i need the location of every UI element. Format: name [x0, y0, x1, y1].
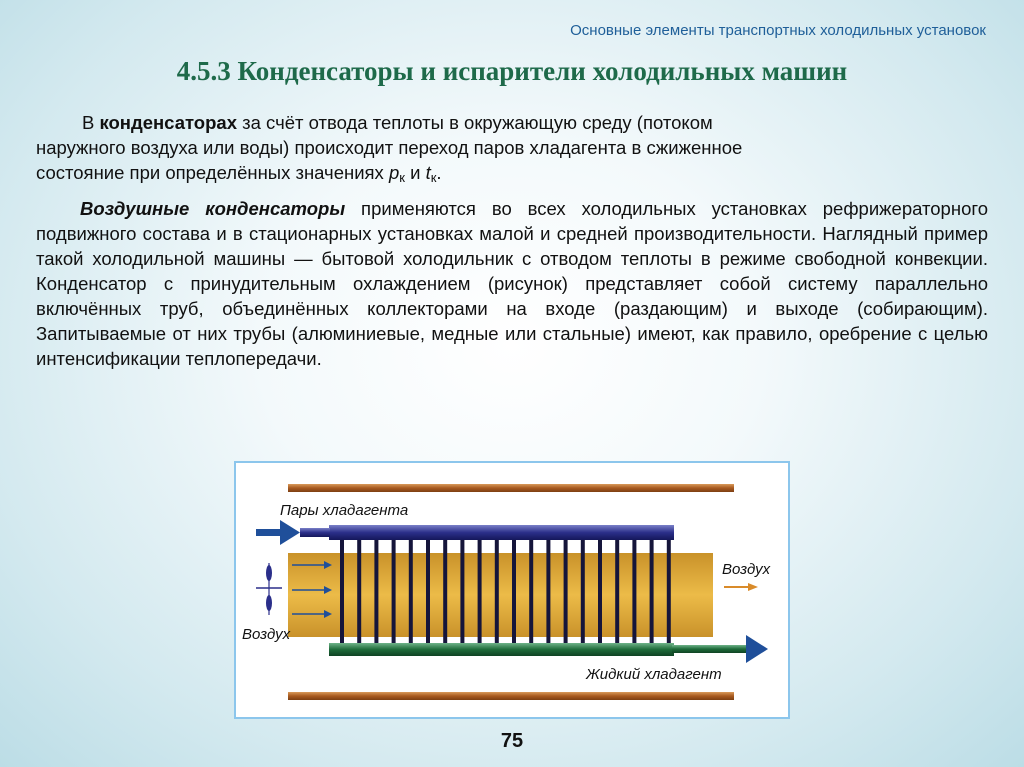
label-liquid: Жидкий хладагент	[586, 666, 722, 683]
inlet-header	[329, 525, 674, 540]
term-condensers: конденсаторах	[99, 112, 237, 133]
tube	[615, 539, 619, 644]
paragraph-condensers-intro: В	[82, 112, 100, 133]
outlet-header	[329, 643, 674, 656]
page-title: 4.5.3 Конденсаторы и испарители холодильных машин	[176, 56, 848, 86]
tube	[667, 539, 671, 644]
paragraph-air-condensers-text: применяются во всех холодильных установках рефрижераторного подвижного состава и в стационарных установках малой и средней производительности. Наглядный пример такой холодильной машины — бытовой холодильник с отводом теплоты в режиме свободной конвекции. Конденсатор с принудительным охлаждением (рисунок) представляет собой систему параллельно включённых труб, объединённых коллекторами на входе (раздающим) и выходе (собирающим). Запитываемые от них трубы (алюминиевые, медные или стальные) имеют, как правило, оребрение с целью интенсификации теплопередачи.	[36, 198, 988, 369]
duct-wall-bottom	[288, 692, 734, 700]
tube	[374, 539, 378, 644]
symbol-t: t	[425, 162, 431, 183]
header-caption: Основные элементы транспортных холодильных установок	[570, 22, 986, 39]
paragraph-condensers-line-1-rest: за счёт отвода теплоты в окружающую среду (потоком	[236, 112, 713, 133]
symbol-t-subscript: к	[430, 170, 437, 185]
liquid-outlet-arrow-icon	[672, 635, 768, 663]
paragraph-condensers-line-1	[36, 110, 988, 135]
condenser-diagram-svg	[236, 463, 788, 717]
paragraph-air-condensers-lead	[36, 198, 345, 219]
paragraph-condensers-line-2: наружного воздуха или воды) происходит переход паров хладагента в сжиженное	[36, 137, 743, 158]
paragraph-air-condensers	[36, 196, 988, 371]
paragraph-condensers-line-3	[36, 160, 988, 190]
label-air-in: Воздух	[242, 626, 291, 643]
symbol-p-subscript: к	[399, 170, 405, 185]
tube	[512, 539, 516, 644]
tube	[340, 539, 344, 644]
tube	[650, 539, 654, 644]
air-outlet-arrow-icon	[724, 583, 758, 591]
tube	[357, 539, 361, 644]
symbol-p: р	[388, 162, 400, 183]
paragraph-condensers	[36, 110, 988, 190]
term-air-condensers: Воздушные конденсаторы	[80, 198, 346, 219]
tube	[581, 539, 585, 644]
tube	[564, 539, 568, 644]
tube	[632, 539, 636, 644]
paragraph-condensers-end: .	[436, 162, 442, 183]
paragraph-condensers-line-3-prefix: состояние при определённых значениях	[36, 162, 389, 183]
tube	[426, 539, 430, 644]
tube	[598, 539, 602, 644]
tube	[546, 539, 550, 644]
tube	[478, 539, 482, 644]
air-flow-band	[288, 553, 713, 637]
vapor-inlet-arrow-icon	[256, 520, 330, 545]
page-number: 75	[500, 730, 524, 752]
tube	[443, 539, 447, 644]
fan-icon	[256, 563, 282, 615]
conjunction: и	[404, 162, 426, 183]
condenser-diagram	[234, 461, 790, 719]
label-air-out: Воздух	[722, 561, 771, 578]
tube	[495, 539, 499, 644]
tube	[392, 539, 396, 644]
tube	[529, 539, 533, 644]
duct-wall-top	[288, 484, 734, 492]
tube	[460, 539, 464, 644]
tube	[409, 539, 413, 644]
label-vapor: Пары хладагента	[280, 502, 409, 519]
